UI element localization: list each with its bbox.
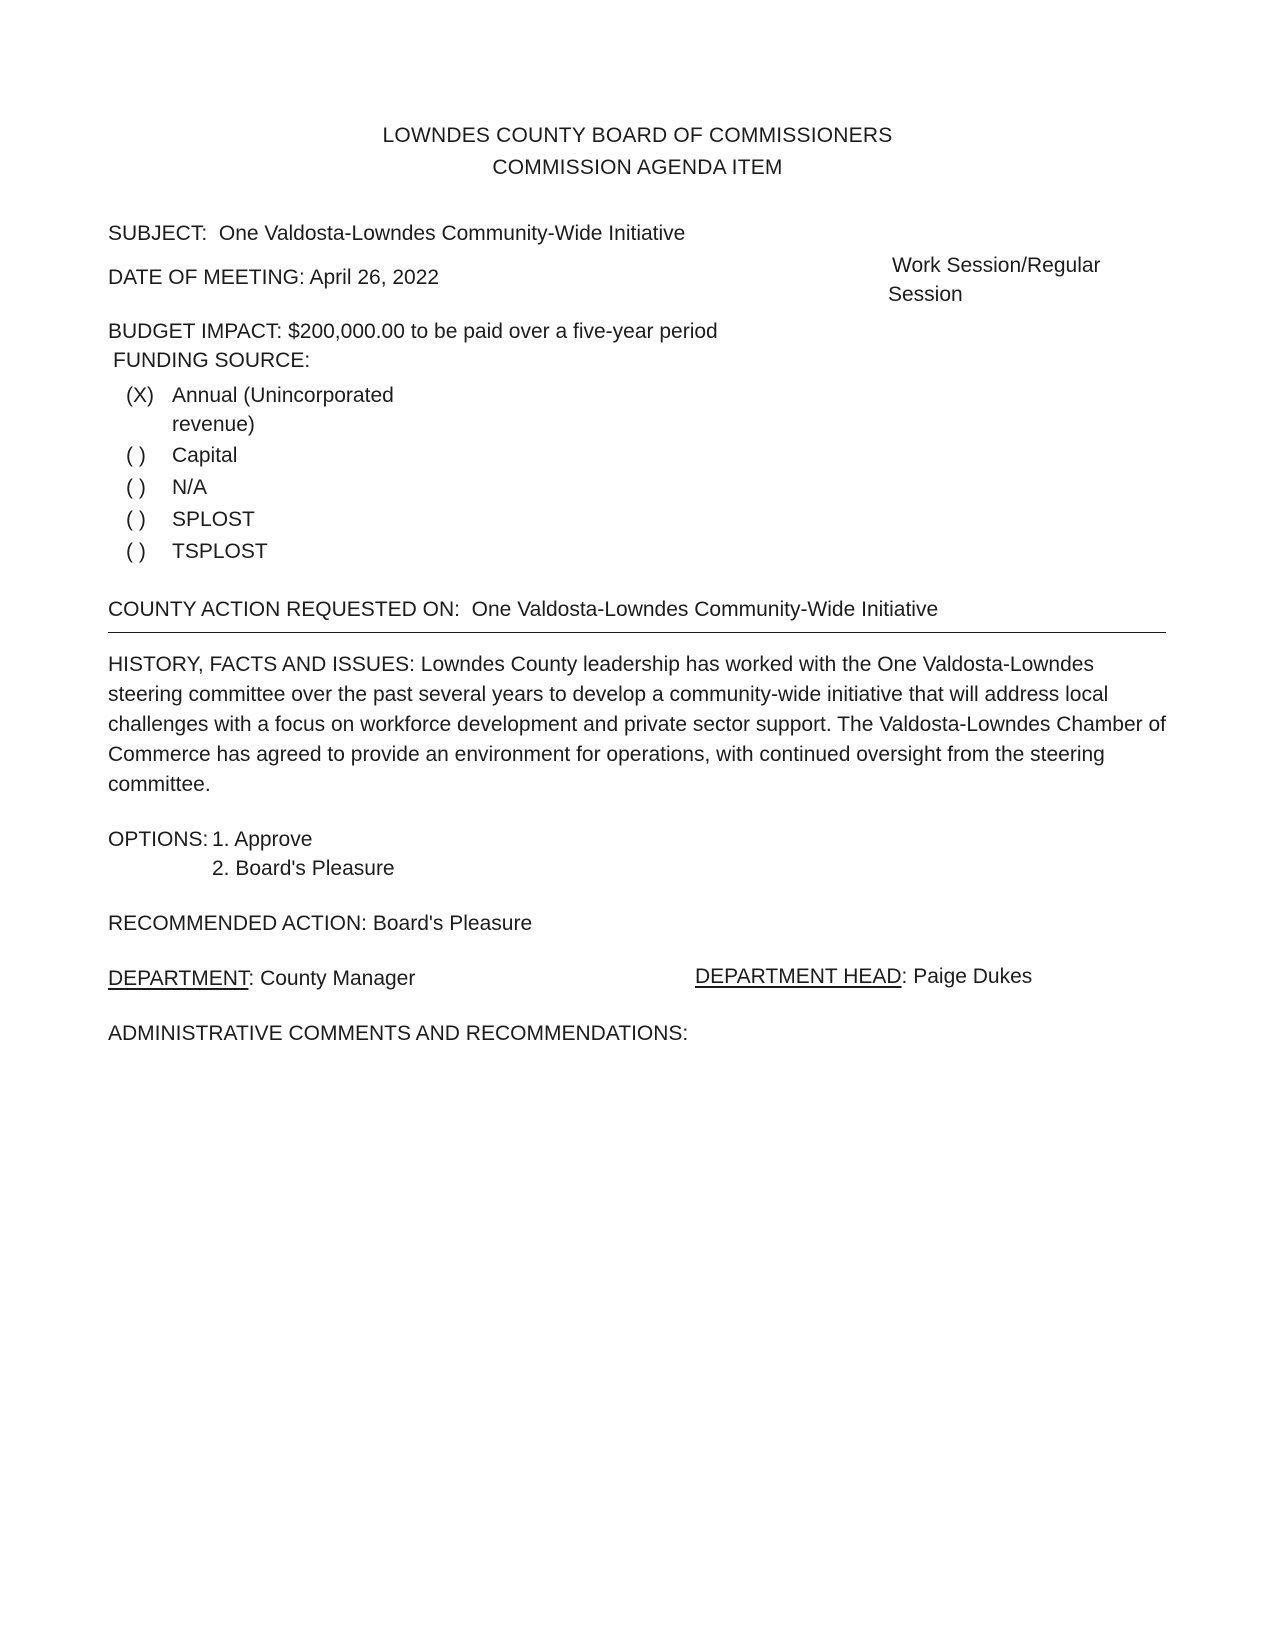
board-title: LOWNDES COUNTY BOARD OF COMMISSIONERS — [382, 124, 893, 147]
department-head-value: : Paige Dukes — [901, 965, 1033, 988]
funding-option-mark: ( ) — [126, 444, 146, 467]
funding-option-label: SPLOST — [172, 508, 255, 531]
meeting-date-label: DATE OF MEETING: — [108, 266, 305, 289]
funding-option-mark: (X) — [126, 384, 154, 407]
section-divider — [108, 632, 1166, 633]
admin-comments-label: ADMINISTRATIVE COMMENTS AND RECOMMENDATIONS: — [108, 1022, 689, 1045]
option-item: 1. Approve — [212, 828, 313, 851]
history-label: HISTORY, FACTS AND ISSUES: — [108, 653, 415, 676]
recommended-action-label: RECOMMENDED ACTION: — [108, 912, 368, 935]
budget-impact-line — [108, 318, 718, 346]
funding-option-label: N/A — [172, 476, 208, 499]
funding-option-label: TSPLOST — [172, 540, 268, 563]
subject-line — [108, 220, 685, 248]
county-action-line — [108, 596, 938, 624]
funding-option-label: Annual (Unincorporated — [172, 384, 394, 407]
funding-option-label: Capital — [172, 444, 238, 467]
county-action-label: COUNTY ACTION REQUESTED ON: — [108, 598, 460, 621]
history-text: Lowndes County leadership has worked with the One Valdosta-Lowndes steering committee over the past several years to develop a community-wide initiative that will address local challenges with a focus on workforce development and private sector support. The Valdosta-Lowndes Chamber of Commerce has agreed to provide an environment for operations, with continued oversight from the steering committee. — [108, 653, 1166, 796]
option-item: 2. Board's Pleasure — [212, 857, 395, 880]
meeting-date-line — [108, 264, 439, 292]
funding-option-mark: ( ) — [126, 476, 146, 499]
funding-option-label-cont: revenue) — [172, 413, 255, 436]
recommended-action-line — [108, 910, 532, 938]
recommended-action-value: Board's Pleasure — [372, 912, 533, 935]
options-label: OPTIONS: — [108, 828, 209, 851]
department-head-label: DEPARTMENT HEAD — [695, 965, 902, 988]
department-label: DEPARTMENT — [108, 967, 249, 990]
subject-label: SUBJECT: — [108, 222, 208, 245]
budget-impact-value: $200,000.00 to be paid over a five-year period — [288, 320, 718, 343]
subject-value: One Valdosta-Lowndes Community-Wide Initiative — [218, 222, 686, 245]
budget-impact-label: BUDGET IMPACT: — [108, 320, 283, 343]
session-type-line2: Session — [888, 283, 963, 306]
funding-option-mark: ( ) — [126, 540, 146, 563]
meeting-date-value: April 26, 2022 — [309, 266, 440, 289]
funding-option-mark: ( ) — [126, 508, 146, 531]
document-title: COMMISSION AGENDA ITEM — [492, 156, 783, 179]
county-action-value: One Valdosta-Lowndes Community-Wide Initiative — [471, 598, 939, 621]
funding-source-label: FUNDING SOURCE: — [113, 349, 311, 372]
department-head-line — [695, 963, 1032, 991]
history-facts-issues — [108, 650, 1168, 800]
department-value: : County Manager — [248, 967, 416, 990]
session-type-line1: Work Session/Regular — [892, 254, 1101, 277]
department-line — [108, 965, 415, 993]
